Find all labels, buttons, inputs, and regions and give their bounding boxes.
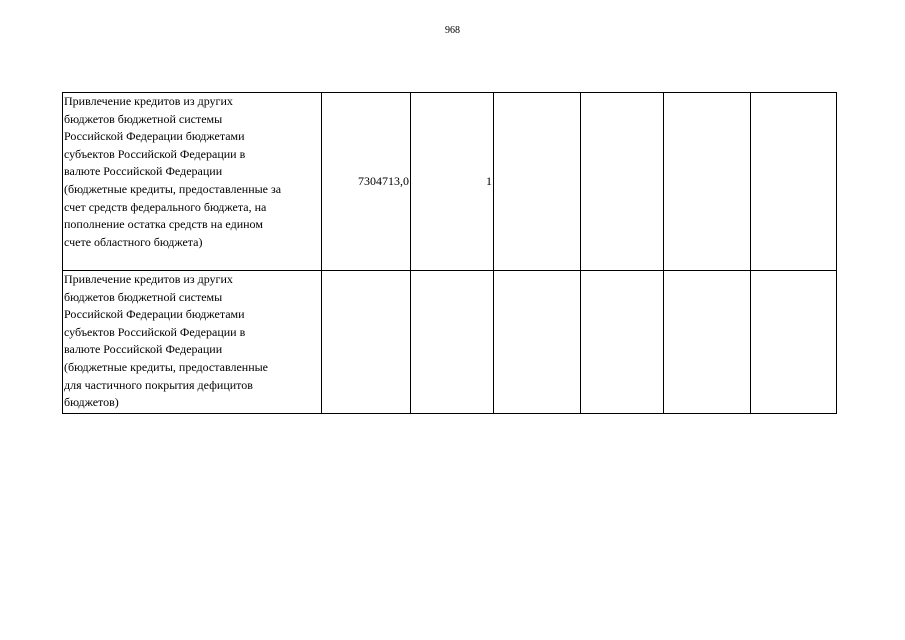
empty-cell — [494, 271, 581, 414]
count-cell: 1 — [411, 93, 494, 271]
table-row — [63, 93, 837, 271]
amount-cell: 7304713,0 — [322, 93, 411, 271]
empty-cell — [751, 271, 837, 414]
empty-cell — [581, 93, 664, 271]
empty-cell — [581, 271, 664, 414]
empty-cell — [664, 93, 751, 271]
count-cell — [411, 271, 494, 414]
description-text: Привлечение кредитов из других бюджетов бюджетной системы Российской Федерации бюджетами субъектов Российской Федерации в валюте Российской Федерации (бюджетные кредиты, предоставленные для частичного покрытия дефицитов бюджетов) — [64, 272, 268, 410]
page-number: 968 — [445, 25, 460, 36]
empty-cell — [751, 93, 837, 271]
budget-table — [62, 92, 837, 414]
description-text: Привлечение кредитов из других бюджетов бюджетной системы Российской Федерации бюджетами субъектов Российской Федерации в валюте Российской Федерации (бюджетные кредиты, предоставленные за счет средств федерального бюджета, на пополнение остатка средств на едином счете областного бюджета) — [64, 94, 282, 249]
table-row — [63, 271, 837, 414]
description-cell — [63, 271, 322, 414]
amount-cell — [322, 271, 411, 414]
empty-cell — [664, 271, 751, 414]
empty-cell — [494, 93, 581, 271]
description-cell — [63, 93, 322, 271]
